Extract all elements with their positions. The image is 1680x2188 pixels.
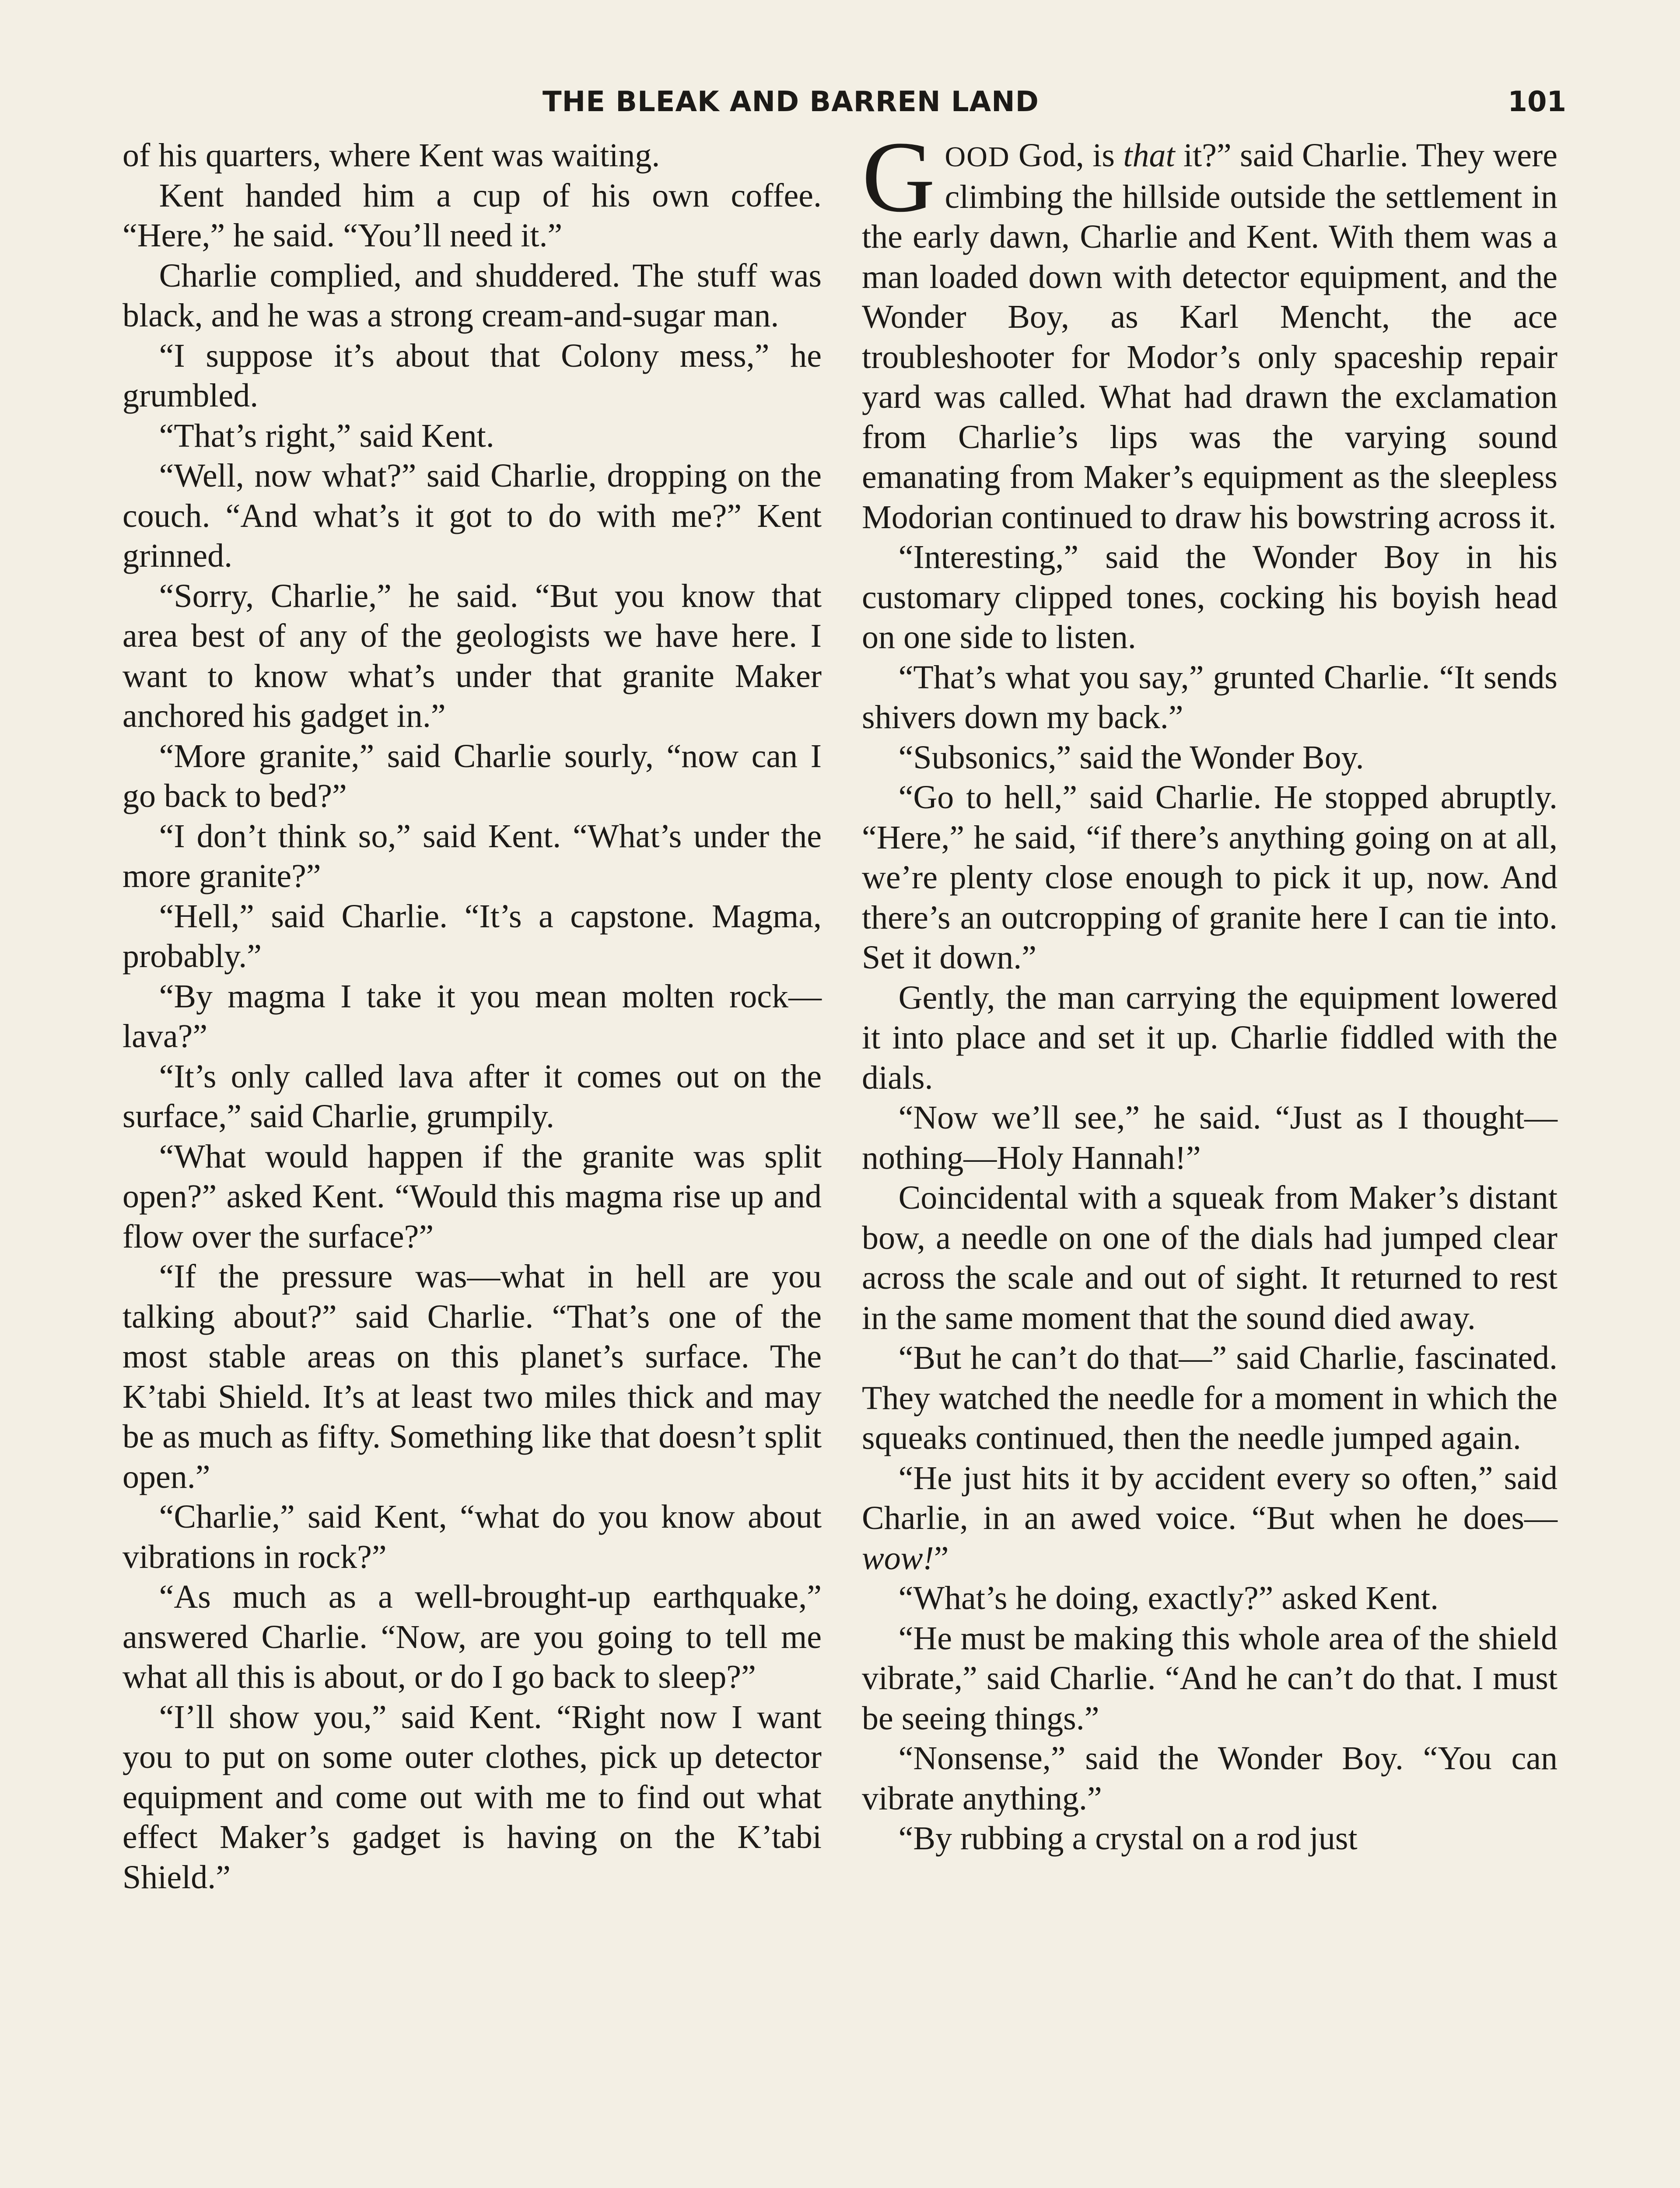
- paragraph: “That’s what you say,” grunted Charlie. “It sends shivers down my back.”: [862, 659, 1558, 736]
- running-header: [122, 86, 1566, 134]
- drop-cap: G: [862, 121, 935, 233]
- paragraph: “Sorry, Charlie,” he said. “But you know that area best of any of the geologists we have here. I want to know what’s under that granite Maker anchored his gadget in.”: [122, 577, 822, 734]
- paragraph: “By rubbing a crystal on a rod just: [898, 1820, 1358, 1857]
- paragraph: “It’s only called lava after it comes out on the surface,” said Charlie, grumpily.: [122, 1058, 822, 1135]
- paragraph: “He must be making this whole area of the shield vibrate,” said Charlie. “And he can’t do that. I must be seeing things.”: [862, 1620, 1558, 1737]
- paragraph: Coincidental with a squeak from Maker’s distant bow, a needle on one of the dials had jumped clear across the scale and out of sight. It returned to rest in the same moment that the sound died away.: [862, 1179, 1558, 1336]
- opening-text-continued: it?” said Charlie. They were climbing the hillside outside the settlement in the early dawn, Charlie and Kent. With them was a man loaded down with detector equipment, and the Wonder Boy, as Karl Mencht, the ace troubleshooter for Modor’s only spaceship repair yard was called. What had drawn the exclamation from Charlie’s lips was the varying sound emanating from Maker’s equipment as the sleepless Modorian continued to draw his bowstring across it.: [862, 137, 1558, 536]
- paragraph: “Now we’ll see,” he said. “Just as I thought—nothing—Holy Hannah!”: [862, 1099, 1558, 1176]
- opening-text: God, is: [1010, 137, 1124, 174]
- paragraph: “But he can’t do that—” said Charlie, fascinated. They watched the needle for a moment in which the squeaks continued, then the needle jumped again.: [862, 1339, 1558, 1456]
- paragraph: “As much as a well-brought-up earthquake,” answered Charlie. “Now, are you going to tell me what all this is about, or do I go back to sleep?”: [122, 1578, 822, 1695]
- page-number: 101: [1508, 86, 1566, 118]
- paragraph: “What’s he doing, exactly?” asked Kent.: [898, 1580, 1439, 1616]
- closing-quote: ”: [934, 1539, 949, 1577]
- paragraph: “Interesting,” said the Wonder Boy in his customary clipped tones, cocking his boyish head on one side to listen.: [862, 539, 1558, 656]
- paragraph: “Hell,” said Charlie. “It’s a capstone. Magma, probably.”: [122, 898, 822, 975]
- paragraph: “Well, now what?” said Charlie, dropping on the couch. “And what’s it got to do with me?” Kent grinned.: [122, 457, 822, 574]
- paragraph: [862, 1459, 1558, 1579]
- paragraph: “Subsonics,” said the Wonder Boy.: [898, 739, 1364, 776]
- italic-emphasis: wow!: [862, 1539, 934, 1577]
- paragraph: Charlie complied, and shuddered. The stuff was black, and he was a strong cream-and-sugar man.: [122, 257, 822, 334]
- paragraph: Gently, the man carrying the equipment lowered it into place and set it up. Charlie fiddled with the dials.: [862, 979, 1558, 1096]
- paragraph: Kent handed him a cup of his own coffee. “Here,” he said. “You’ll need it.”: [122, 177, 822, 254]
- italic-emphasis: that: [1123, 137, 1175, 174]
- paragraph: of his quarters, where Kent was waiting.: [122, 137, 660, 174]
- paragraph: “By magma I take it you mean molten rock—lava?”: [122, 978, 822, 1055]
- paragraph: “I suppose it’s about that Colony mess,” he grumbled.: [122, 337, 822, 414]
- paragraph: “That’s right,” said Kent.: [159, 417, 494, 454]
- opening-paragraph: [862, 121, 1558, 537]
- right-column: [862, 121, 1558, 1859]
- paragraph: “More granite,” said Charlie sourly, “now can I go back to bed?”: [122, 737, 822, 814]
- opening-word: OOD: [945, 141, 1010, 173]
- paragraph: “Charlie,” said Kent, “what do you know about vibrations in rock?”: [122, 1498, 822, 1575]
- wow-text: “He just hits it by accident every so often,” said Charlie, in an awed voice. “But when he does—: [862, 1459, 1558, 1536]
- paragraph: “Go to hell,” said Charlie. He stopped abruptly. “Here,” he said, “if there’s anything going on at all, we’re plenty close enough to pick it up, now. And there’s an outcropping of granite here I can tie into. Set it down.”: [862, 779, 1558, 976]
- paragraph: “If the pressure was—what in hell are you talking about?” said Charlie. “That’s one of the most stable areas on this planet’s surface. The K’tabi Shield. It’s at least two miles thick and may be as much as fifty. Something like that doesn’t split open.”: [122, 1258, 822, 1495]
- paragraph: “Nonsense,” said the Wonder Boy. “You can vibrate anything.”: [862, 1740, 1558, 1817]
- running-title: THE BLEAK AND BARREN LAND: [542, 86, 1039, 118]
- left-column: [122, 136, 822, 1897]
- paragraph: “What would happen if the granite was split open?” asked Kent. “Would this magma rise up and flow over the surface?”: [122, 1138, 822, 1255]
- paragraph: “I don’t think so,” said Kent. “What’s under the more granite?”: [122, 817, 822, 894]
- paragraph: “I’ll show you,” said Kent. “Right now I want you to put on some outer clothes, pick up detector equipment and come out with me to find out what effect Maker’s gadget is having on the K’tabi Shield.”: [122, 1698, 822, 1896]
